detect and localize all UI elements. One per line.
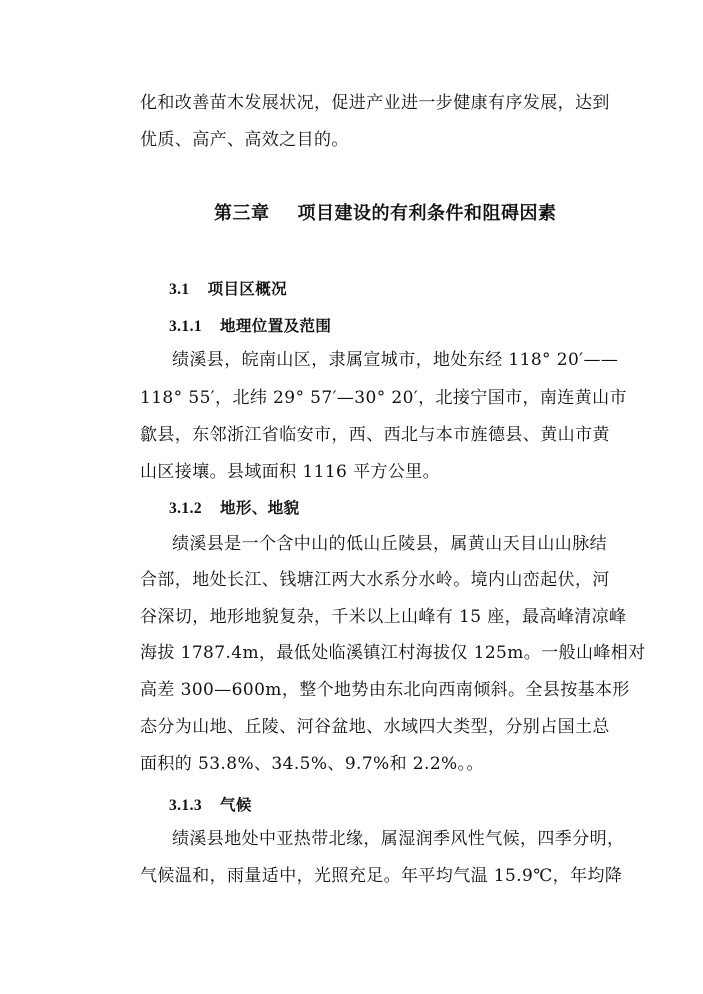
- paragraph-line: 歙县，东邻浙江省临安市，西、西北与本市旌德县、黄山市黄: [140, 425, 610, 445]
- paragraph-line: 118° 55′，北纬 29° 57′—30° 20′，北接宁国市，南连黄山市: [140, 388, 627, 408]
- chapter-heading: [214, 204, 557, 224]
- intro-line-1: 化和改善苗木发展状况，促进产业进一步健康有序发展，达到: [140, 93, 610, 113]
- intro-line-2: 优质、高产、高效之目的。: [140, 130, 349, 150]
- paragraph-line: 态分为山地、丘陵、河谷盆地、水域四大类型，分别占国土总: [140, 717, 610, 737]
- paragraph-line: 谷深切，地形地貌复杂，千米以上山峰有 15 座，最高峰清凉峰: [140, 607, 627, 627]
- section-number: 3.1: [169, 281, 190, 298]
- paragraph-line: 绩溪县是一个含中山的低山丘陵县，属黄山天目山山脉结: [172, 534, 607, 554]
- section-title: 项目区概况: [207, 279, 288, 298]
- section-number: 3.1.1: [169, 318, 202, 335]
- section-heading-3-1-1: [169, 316, 331, 337]
- section-title: 气候: [220, 795, 252, 814]
- section-title: 地形、地貌: [220, 498, 300, 517]
- paragraph-line: 绩溪县，皖南山区，隶属宣城市，地处东经 118° 20′——: [172, 350, 619, 370]
- paragraph-line: 海拔 1787.4m，最低处临溪镇江村海拔仅 125m。一般山峰相对: [140, 643, 646, 663]
- paragraph-line: 气候温和，雨量适中，光照充足。年平均气温 15.9℃，年均降: [140, 866, 623, 886]
- paragraph-line: 山区接壤。县域面积 1116 平方公里。: [140, 462, 441, 482]
- section-title: 地理位置及范围: [220, 316, 332, 335]
- chapter-title: 项目建设的有利条件和阻碍因素: [297, 203, 557, 224]
- paragraph-line: 面积的 53.8%、34.5%、9.7%和 2.2%。。: [140, 754, 484, 774]
- paragraph-line: 合部，地处长江、钱塘江两大水系分水岭。境内山峦起伏，河: [140, 570, 610, 590]
- section-heading-3-1-2: [169, 498, 300, 519]
- section-number: 3.1.2: [169, 500, 202, 517]
- paragraph-line: 绩溪县地处中亚热带北缘，属湿润季风性气候，四季分明，: [172, 829, 625, 849]
- section-heading-3-1-3: [169, 795, 252, 816]
- chapter-number: 第三章: [214, 203, 270, 224]
- paragraph-line: 高差 300—600m，整个地势由东北向西南倾斜。全县按基本形: [140, 680, 630, 700]
- section-heading-3-1: [169, 279, 287, 300]
- section-number: 3.1.3: [169, 797, 202, 814]
